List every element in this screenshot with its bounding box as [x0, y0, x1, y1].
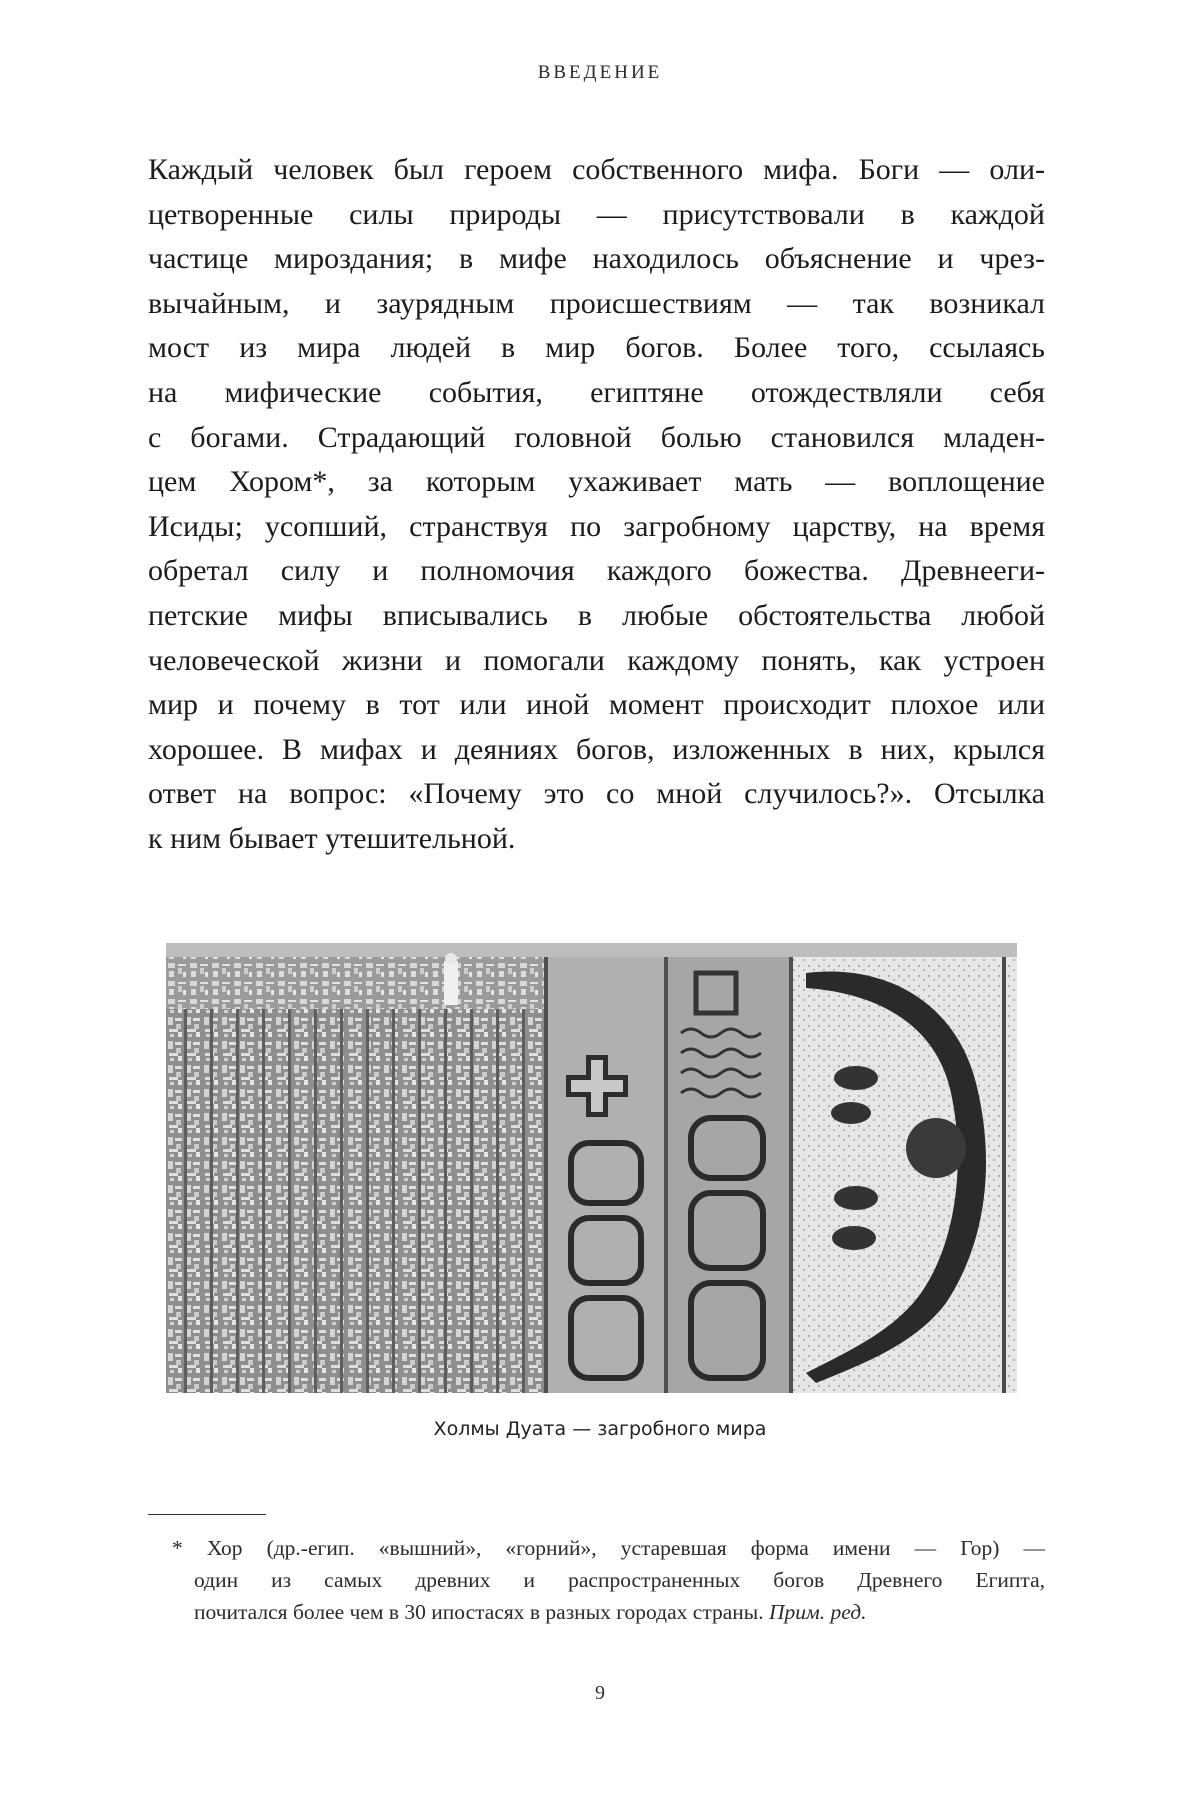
running-head: ВВЕДЕНИЕ [537, 62, 663, 83]
body-line: петские мифы вписывались в любые обстоятельства любой [148, 598, 1045, 632]
body-line: ответ на вопрос: «Почему это со мной случилось?». Отсылка [148, 777, 1045, 811]
body-line: обретал силу и полномочия каждого божества. Древнееги- [148, 554, 1045, 588]
body-line: цем Хором*, за которым ухаживает мать — воплощение [148, 465, 1045, 499]
body-line: к ним бывает утешительной. [148, 821, 516, 855]
editor-note: Прим. ред. [768, 1600, 867, 1624]
figure-caption: Холмы Дуата — загробного мира [433, 1418, 767, 1440]
body-line: с богами. Страдающий головной болью становился младен- [148, 420, 1045, 454]
footnote [148, 1532, 1045, 1628]
duat-illustration [166, 943, 1017, 1393]
footnote-line: * Хор (др.-егип. «вышний», «горний», устаревшая форма имени — Гор) — [172, 1536, 1045, 1560]
body-line: мир и почему в тот или иной момент происходит плохое или [148, 688, 1045, 722]
body-line: на мифические события, египтяне отождествляли себя [148, 375, 1045, 409]
footnote-rule [148, 1514, 266, 1515]
body-line: вычайным, и заурядным происшествиям — так возникал [148, 286, 1045, 320]
body-line: человеческой жизни и помогали каждому понять, как устроен [148, 643, 1045, 677]
footnote-line [148, 1596, 1045, 1628]
body-line: Каждый человек был героем собственного мифа. Боги — оли- [148, 153, 1045, 186]
body-line: мост из мира людей в мир богов. Более того, ссылаясь [148, 331, 1045, 365]
body-line: хорошее. В мифах и деяниях богов, изложенных в них, крылся [148, 732, 1045, 766]
hieroglyph-panel-image [166, 943, 1017, 1393]
page-number: 9 [595, 1682, 605, 1704]
body-line: цетворенные силы природы — присутствовали в каждой [148, 197, 1045, 231]
body-paragraph [148, 148, 1045, 862]
footnote-text: почитался более чем в 30 ипостасях в разных городах страны. [194, 1600, 769, 1624]
body-line: Исиды; усопший, странствуя по загробному царству, на время [148, 509, 1045, 543]
body-line: частице мироздания; в мифе находилось объяснение и чрез- [148, 242, 1045, 276]
footnote-line: один из самых древних и распространенных богов Древнего Египта, [194, 1568, 1045, 1592]
